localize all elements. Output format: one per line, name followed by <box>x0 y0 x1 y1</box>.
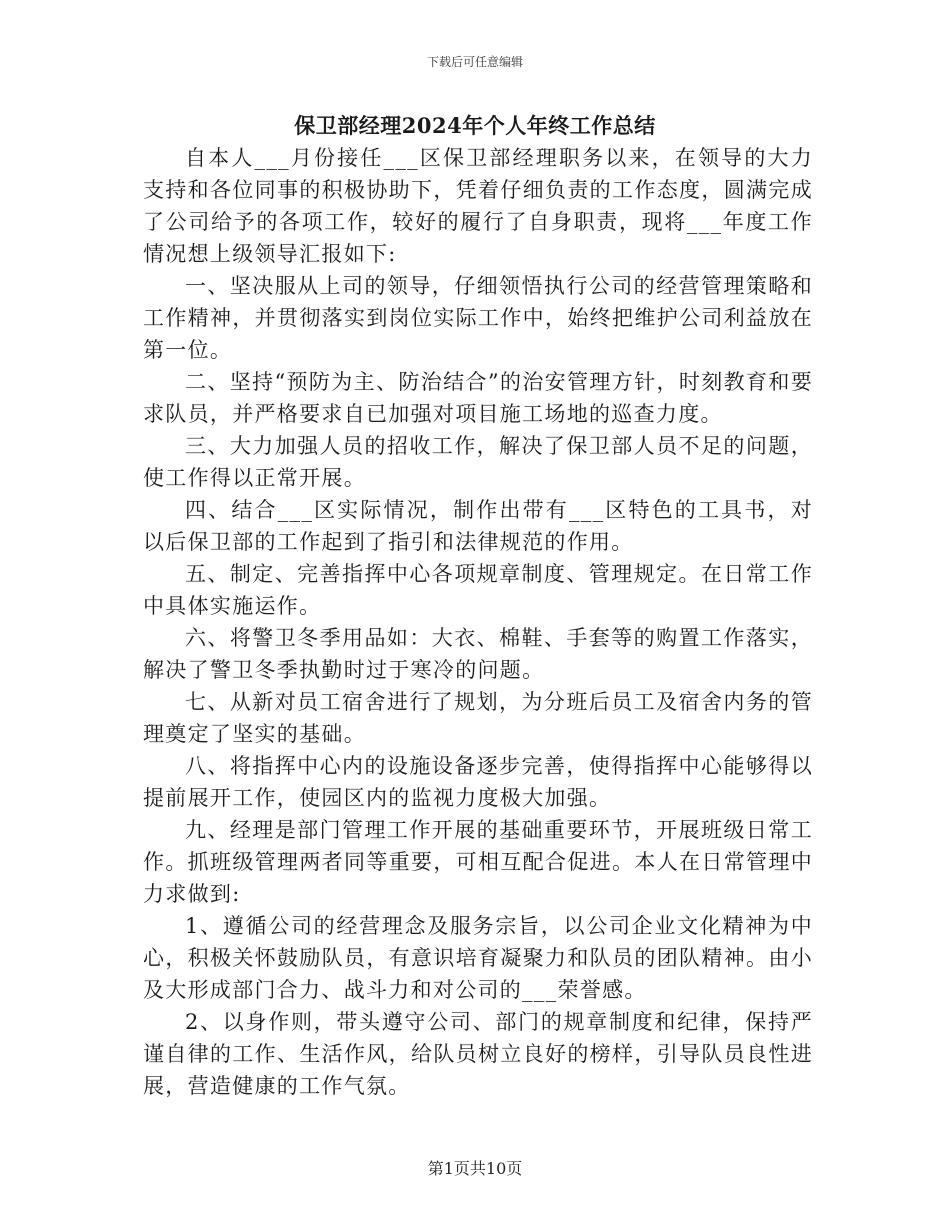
paragraph: 1、遵循公司的经营理念及服务宗旨，以公司企业文化精神为中心，积极关怀鼓励队员，有意识培育凝聚力和队员的团队精神。由小及大形成部门合力、战斗力和对公司的___荣誉感。 <box>143 914 813 1002</box>
paragraph: 六、将警卫冬季用品如：大衣、棉鞋、手套等的购置工作落实，解决了警卫冬季执勤时过于寒冷的问题。 <box>143 626 813 682</box>
paragraph: 九、经理是部门管理工作开展的基础重要环节，开展班级日常工作。抓班级管理两者同等重要，可相互配合促进。本人在日常管理中力求做到: <box>143 818 813 906</box>
paragraph: 2、以身作则，带头遵守公司、部门的规章制度和纪律，保持严谨自律的工作、生活作风，给队员树立良好的榜样，引导队员良性进展，营造健康的工作气氛。 <box>143 1010 813 1098</box>
paragraph: 一、坚决服从上司的领导，仔细领悟执行公司的经营管理策略和工作精神，并贯彻落实到岗位实际工作中，始终把维护公司利益放在第一位。 <box>143 274 813 362</box>
paragraph: 自本人___月份接任___区保卫部经理职务以来，在领导的大力支持和各位同事的积极协助下，凭着仔细负责的工作态度，圆满完成了公司给予的各项工作，较好的履行了自身职责，现将___年度工作情况想上级领导汇报如下: <box>143 146 813 266</box>
paragraph: 七、从新对员工宿舍进行了规划，为分班后员工及宿舍内务的管理奠定了坚实的基础。 <box>143 690 813 746</box>
paragraph: 八、将指挥中心内的设施设备逐步完善，使得指挥中心能够得以提前展开工作，使园区内的监视力度极大加强。 <box>143 754 813 810</box>
paragraph: 四、结合___区实际情况，制作出带有___区特色的工具书，对以后保卫部的工作起到了指引和法律规范的作用。 <box>143 498 813 554</box>
paragraph: 五、制定、完善指挥中心各项规章制度、管理规定。在日常工作中具体实施运作。 <box>143 562 813 618</box>
page-number-footer: 第1页共10页 <box>427 1159 523 1178</box>
document-title: 保卫部经理2024年个人年终工作总结 <box>294 113 656 138</box>
paragraph: 三、大力加强人员的招收工作，解决了保卫部人员不足的问题，使工作得以正常开展。 <box>143 434 813 490</box>
page-header-note: 下载后可任意编辑 <box>426 55 523 69</box>
paragraph: 二、坚持“预防为主、防治结合”的治安管理方针，时刻教育和要求队员，并严格要求自已加强对项目施工场地的巡查力度。 <box>143 370 813 426</box>
document-body <box>143 142 813 1102</box>
